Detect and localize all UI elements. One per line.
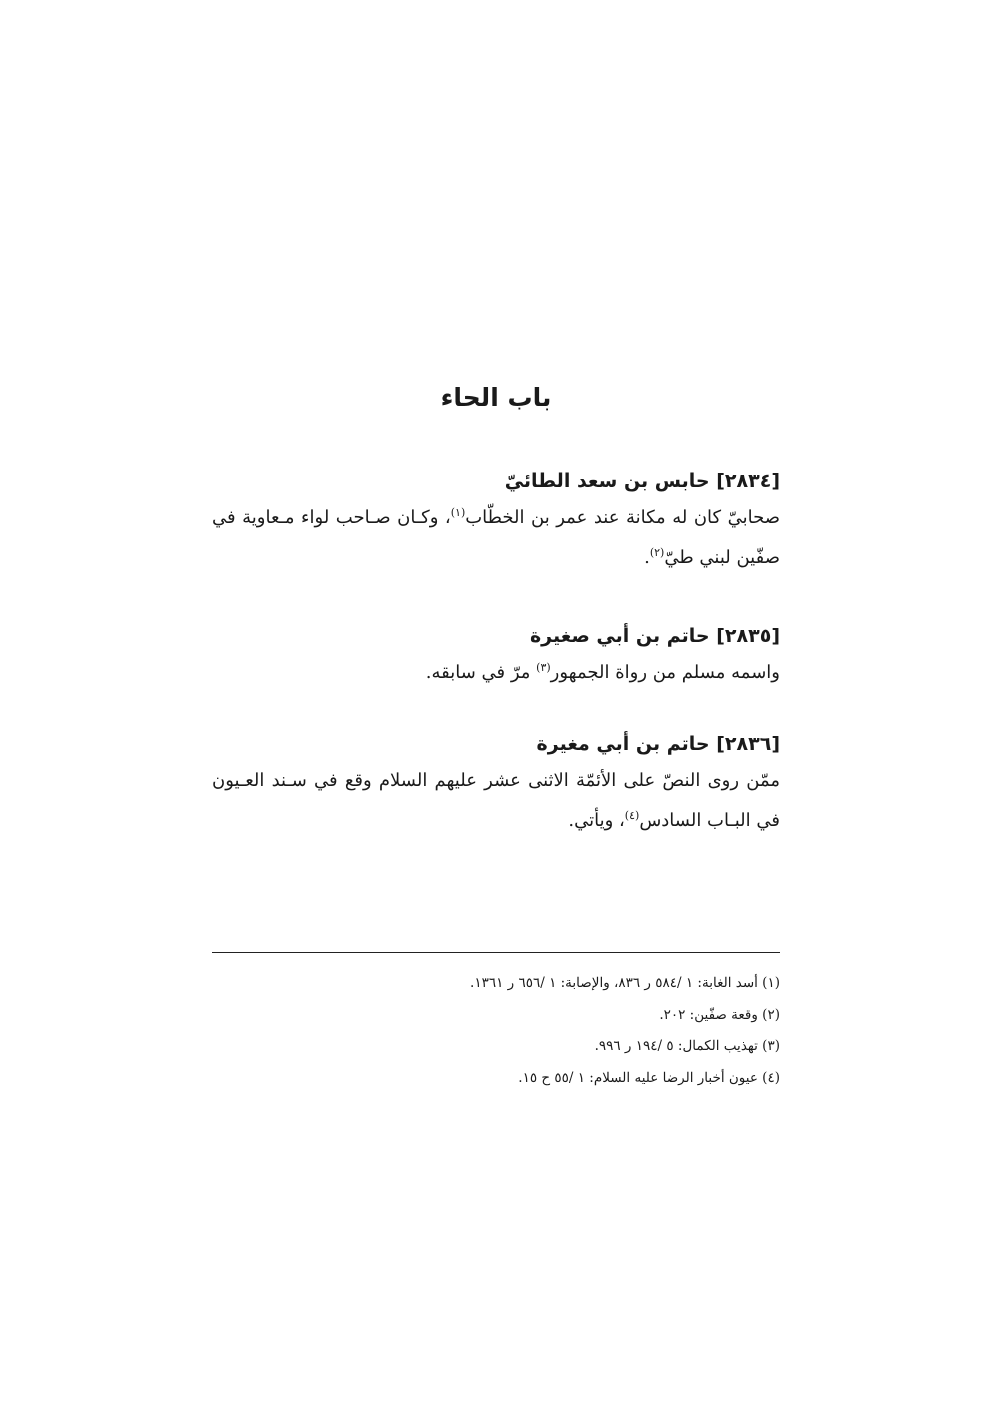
entry-body-text: ممّن روى النصّ على الأئمّة الاثنى عشر عليهم السلام وقع في سـند العـيون في البـاب السادس [212,770,780,831]
entry-body [212,761,780,841]
chapter-title: باب الحاء [440,383,552,412]
entry-2834 [212,464,780,578]
footnotes-list [212,968,780,1094]
footnote-divider [212,952,780,953]
footnote-ref[interactable]: (٢) [649,546,665,559]
entry-2836 [212,727,780,841]
entry-heading: [٢٨٣٤] حابس بن سعد الطائيّ [504,470,780,492]
footnote-ref[interactable]: (٤) [624,809,640,822]
entry-body-text: ، وكـان صـاحب لواء مـعاوية في صفّين لبني طيّ [212,507,780,568]
entry-body [212,498,780,578]
footnote-1: (١) أسد الغابة: ١ /٥٨٤ ر ٨٣٦، والإصابة: ١ /٦٥٦ ر ١٣٦١. [470,975,780,991]
footnote-ref[interactable]: (٣) [536,661,551,674]
footnote-3: (٣) تهذيب الكمال: ٥ /١٩٤ ر ٩٩٦. [594,1038,780,1054]
entry-body-text: مرّ في سابقه. [425,662,537,683]
footnote-4: (٤) عيون أخبار الرضا عليه السلام: ١ /٥٥ ح ١٥. [518,1069,780,1086]
entry-2835 [212,619,780,693]
entry-body-text: ، ويأتي. [568,810,625,831]
entry-body-text: . [644,547,650,568]
footnote-ref[interactable]: (١) [450,506,466,519]
entry-body-text: صحابيّ كان له مكانة عند عمر بن الخطّاب [465,507,781,528]
entry-body-text: واسمه مسلم من رواة الجمهور [550,662,780,683]
footnote-2: (٢) وقعة صفّين: ٢٠٢. [659,1006,780,1023]
entry-heading: [٢٨٣٦] حاتم بن أبي مغيرة [536,733,780,755]
entry-heading: [٢٨٣٥] حاتم بن أبي صغيرة [529,625,780,647]
entry-body [212,653,780,693]
